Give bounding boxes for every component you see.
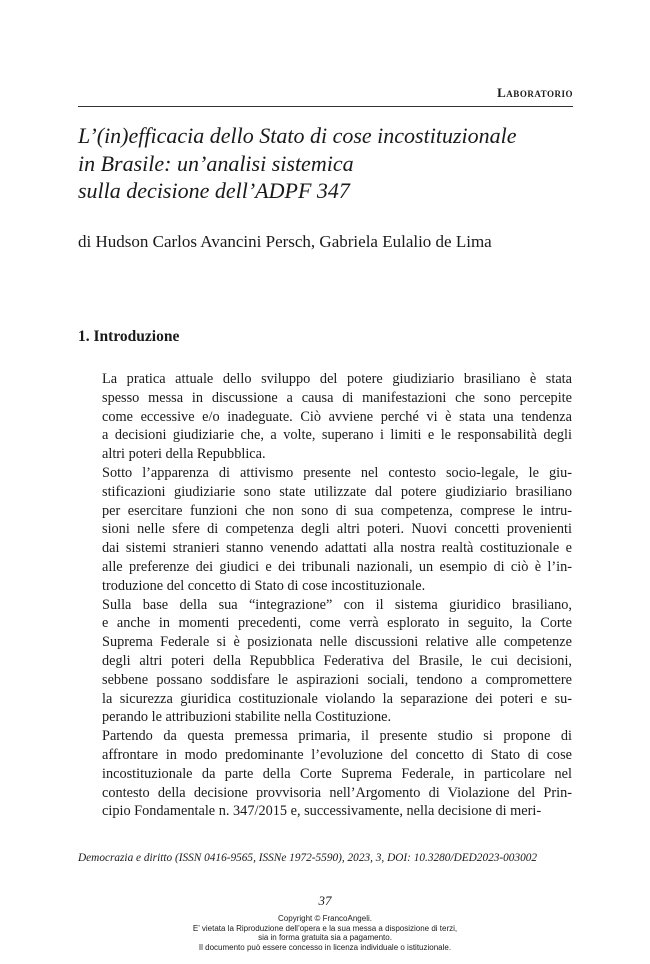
body-line: sioni nelle sfere di competenza degli altri poteri. Nuovi concetti provenienti	[102, 521, 572, 538]
body-line: Sulla base della sua “integrazione” con il sistema giuridico brasiliano,	[102, 596, 572, 613]
copyright-line: Copyright © FrancoAngeli.	[278, 914, 372, 923]
body-line: troduzione del concetto di Stato di cose incostituzionale.	[102, 577, 426, 594]
copyright-line: sia in forma gratuita sia a pagamento.	[258, 933, 392, 943]
body-line: la sicurezza giuridica costituzionale violando la separazione dei poteri e su-	[102, 690, 572, 707]
body-line: per esercitare funzioni che non sono di sua competenza, comprese le intru-	[102, 502, 572, 519]
body-line: spesso messa in discussione a causa di manifestazioni che sono percepite	[102, 389, 572, 406]
body-paragraph	[80, 464, 572, 596]
header-rule	[78, 106, 573, 107]
body-line: a decisioni giudiziarie che, a volte, superano i limiti e le responsabilità degli	[102, 427, 572, 444]
body-line: cipio Fondamentale n. 347/2015 e, successivamente, nella decisione di meri-	[102, 803, 542, 820]
body-paragraph	[80, 370, 572, 464]
body-line: Suprema Federale si è posizionata nelle discussioni relative alle competenze	[102, 634, 572, 651]
copyright-notice	[0, 914, 650, 952]
body-paragraph	[80, 596, 572, 728]
body-line: incostituzionale da parte della Corte Suprema Federale, in particolare nel	[102, 765, 572, 782]
body-line: degli altri poteri della Repubblica Federativa del Brasile, le cui decisioni,	[102, 652, 572, 669]
title-line: L’(in)efficacia dello Stato di cose incostituzionale	[78, 123, 517, 148]
body-line: come eccessive e/o inadeguate. Ciò avviene perché vi è stata una tendenza	[102, 408, 572, 425]
body-line: sebbene possano soddisfare le aspirazioni sociali, tendono a compromettere	[102, 671, 572, 688]
article-title	[78, 122, 578, 205]
section-heading: 1. Introduzione	[78, 328, 180, 345]
body-line: e anche in momenti precedenti, come verrà esplorato in seguito, la Corte	[102, 615, 572, 632]
body-line: La pratica attuale dello sviluppo del potere giudiziario brasiliano è stata	[102, 371, 572, 387]
page-number: 37	[318, 893, 332, 908]
copyright-line: E’ vietata la Riproduzione dell’opera e la sua messa a disposizione di terzi,	[192, 923, 458, 933]
body-line: alle preferenze dei giudici e dei tribunali nazionali, un esempio di ciò è l’in-	[102, 558, 572, 575]
title-line: sulla decisione dell’ADPF 347	[78, 178, 350, 203]
title-line: in Brasile: un’analisi sistemica	[78, 150, 354, 176]
section-label: Laboratorio	[497, 85, 573, 100]
body-line: perando le attribuzioni stabilite nella Costituzione.	[102, 709, 392, 726]
body-line: Partendo da questa premessa primaria, il presente studio si propone di	[102, 728, 572, 745]
article-body	[80, 370, 572, 821]
body-line: Sotto l’apparenza di attivismo presente nel contesto socio-legale, le giu-	[102, 464, 572, 481]
body-line: contesto della decisione provvisoria nell’Argomento di Violazione del Prin-	[102, 784, 572, 801]
body-line: stificazioni giudiziarie sono state utilizzate dal potere giudiziario brasiliano	[102, 483, 572, 500]
body-line: dai sistemi stranieri stanno venendo adattati alla nostra realtà costituzionale e	[102, 540, 572, 557]
journal-citation: Democrazia e diritto (ISSN 0416-9565, ISSNe 1972-5590), 2023, 3, DOI: 10.3280/DED2023-003002	[78, 852, 538, 864]
copyright-line: Il documento può essere concesso in licenza individuale o istituzionale.	[198, 942, 452, 952]
body-line: altri poteri della Repubblica.	[102, 446, 266, 463]
body-line: affrontare in modo predominante l’evoluzione del concetto di Stato di cose	[102, 746, 572, 763]
article-authors: di Hudson Carlos Avancini Persch, Gabriela Eulalio de Lima	[78, 232, 492, 251]
body-paragraph	[80, 727, 572, 821]
